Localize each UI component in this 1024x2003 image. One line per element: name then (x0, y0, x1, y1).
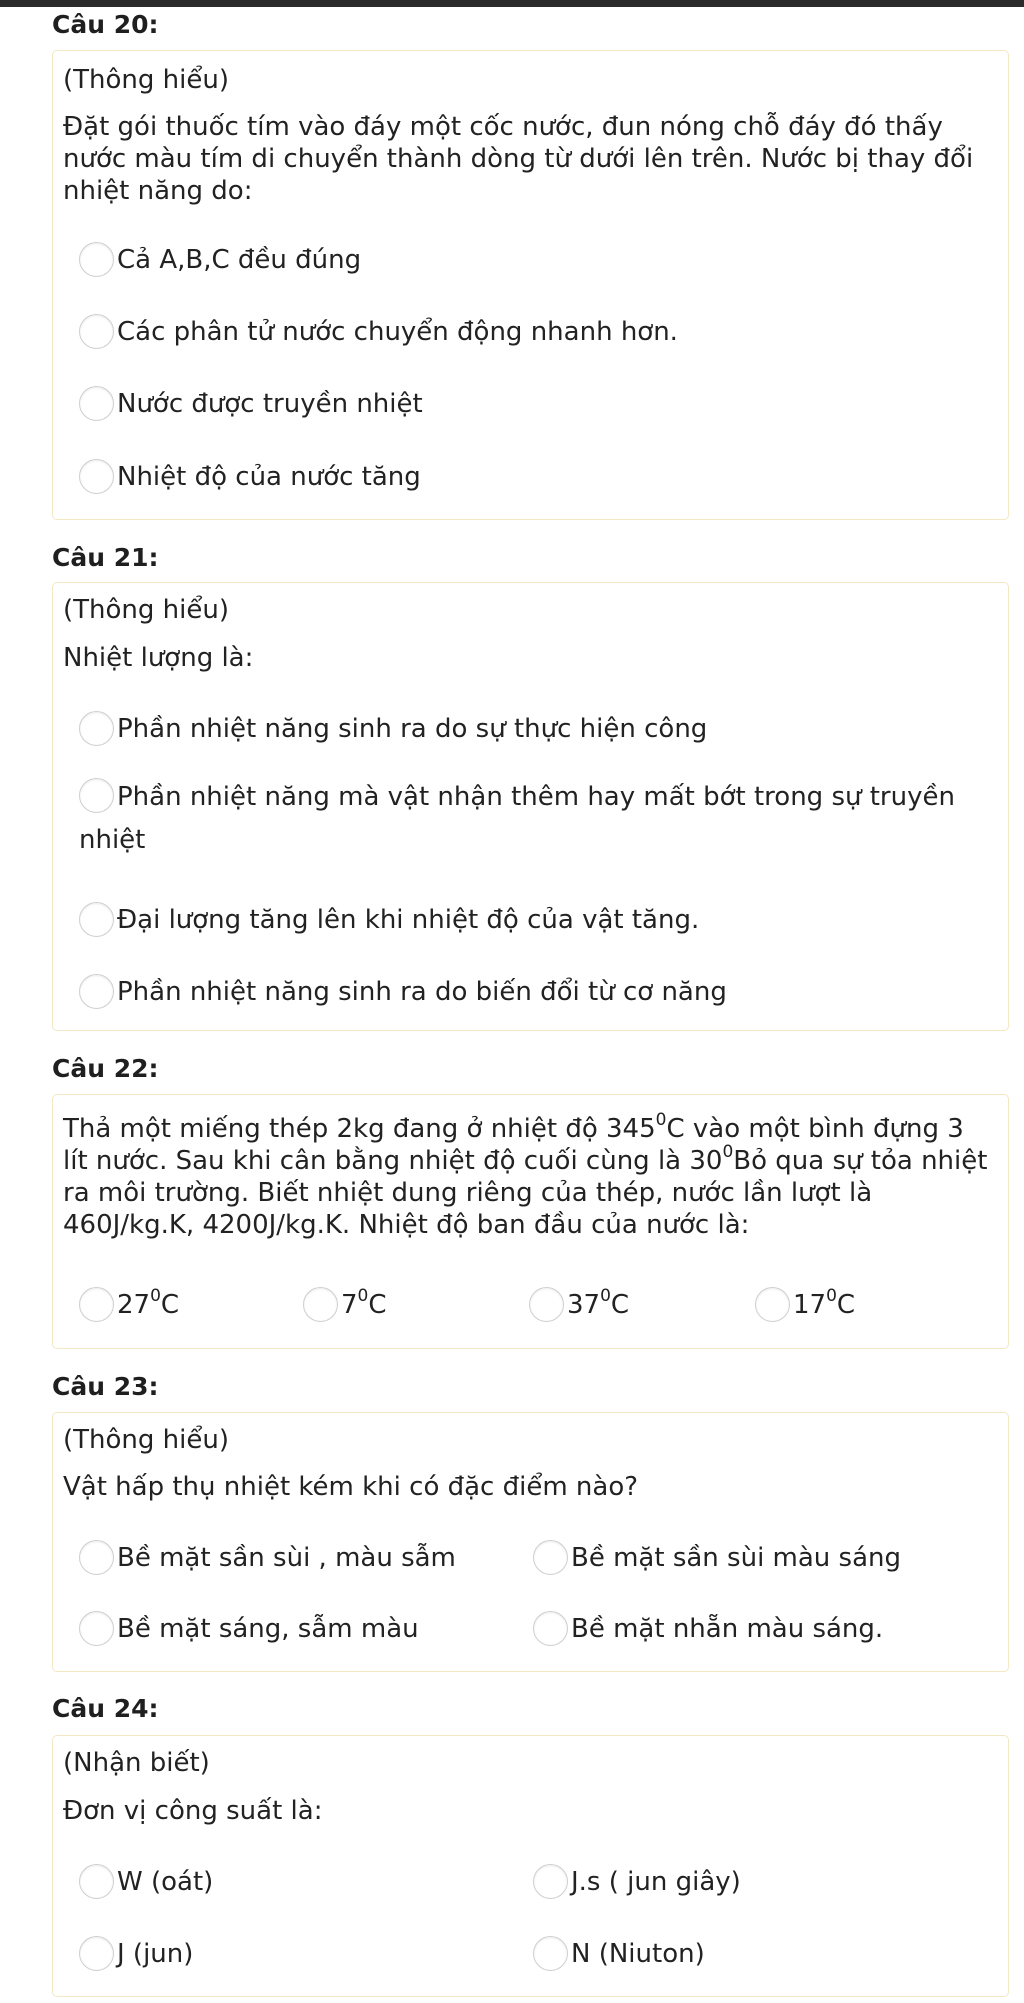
top-bar (0, 0, 1024, 7)
option-label: Nhiệt độ của nước tăng (117, 462, 421, 492)
question-22-option-c[interactable] (529, 1288, 629, 1322)
question-22-option-b[interactable] (303, 1288, 387, 1322)
question-21-card (52, 582, 1009, 1031)
question-23-option-d[interactable] (533, 1612, 883, 1646)
option-label: $17^0C$ (793, 1286, 856, 1320)
radio-button[interactable] (79, 314, 114, 349)
question-20-option-a[interactable] (79, 243, 361, 277)
question-24-option-d[interactable] (533, 1937, 705, 1971)
option-label: Cả A,B,C đều đúng (117, 245, 362, 275)
option-label: $27^0C$ (117, 1286, 180, 1320)
option-label: $7^0C$ (341, 1286, 387, 1320)
radio-button[interactable] (79, 459, 114, 494)
radio-button[interactable] (79, 1287, 114, 1322)
option-label: Bề mặt sáng, sẫm màu (117, 1614, 419, 1644)
option-label: Đại lượng tăng lên khi nhiệt độ của vật tăng. (117, 905, 700, 935)
question-21-option-d[interactable] (79, 975, 727, 1009)
option-label: Các phân tử nước chuyển động nhanh hơn. (117, 317, 678, 347)
question-24-option-c[interactable] (79, 1937, 193, 1971)
radio-button[interactable] (79, 386, 114, 421)
option-label: $37^0C$ (567, 1286, 630, 1320)
option-label: Bề mặt sần sùi , màu sẫm (117, 1543, 456, 1573)
radio-button[interactable] (79, 1540, 114, 1575)
option-label: J (jun) (117, 1939, 194, 1969)
radio-button[interactable] (79, 974, 114, 1009)
question-21-text: Nhiệt lượng là: (63, 643, 254, 673)
question-23-option-b[interactable] (533, 1541, 901, 1575)
question-23-option-c[interactable] (79, 1612, 419, 1646)
option-label: J.s ( jun giây) (571, 1867, 741, 1897)
question-23-option-a[interactable] (79, 1541, 456, 1575)
question-22-option-a[interactable] (79, 1288, 179, 1322)
question-23-title: Câu 23: (52, 1372, 159, 1401)
option-label: N (Niuton) (571, 1939, 705, 1969)
option-label: W (oát) (117, 1867, 214, 1897)
radio-button[interactable] (79, 778, 114, 813)
question-20-title: Câu 20: (52, 10, 159, 39)
question-20-card (52, 50, 1009, 520)
radio-button[interactable] (533, 1864, 568, 1899)
radio-button[interactable] (303, 1287, 338, 1322)
radio-button[interactable] (533, 1611, 568, 1646)
question-22-text: Thả một miếng thép 2kg đang ở nhiệt độ $345^0C$ vào một bình đựng 3 lít nước. Sau khi cân bằng nhiệt độ cuối cùng là $30^0Bỏ$ qua sự tỏa nhiệt ra môi trường. Biết nhiệt dung riêng của thép, nước lần lượt là 460J/kg.K, 4200J/kg.K. Nhiệt độ ban đầu của nước là: (63, 1110, 988, 1240)
question-20-option-b[interactable] (79, 315, 678, 349)
question-20-text: Đặt gói thuốc tím vào đáy một cốc nước, đun nóng chỗ đáy đó thấy nước màu tím di chuyển thành dòng từ dưới lên trên. Nước bị thay đổi nhiệt năng do: (63, 112, 974, 206)
option-label: Bề mặt sần sùi màu sáng (571, 1543, 902, 1573)
question-20-option-c[interactable] (79, 387, 423, 421)
question-23-level: (Thông hiểu) (63, 1425, 229, 1455)
option-label: Phần nhiệt năng sinh ra do sự thực hiện công (117, 714, 708, 744)
question-20-level: (Thông hiểu) (63, 65, 229, 95)
option-label: Bề mặt nhẵn màu sáng. (571, 1614, 884, 1644)
question-20-option-d[interactable] (79, 460, 421, 494)
question-22-card (52, 1094, 1009, 1349)
radio-button[interactable] (533, 1540, 568, 1575)
question-24-level: (Nhận biết) (63, 1748, 210, 1778)
option-label: Nước được truyền nhiệt (117, 389, 423, 419)
radio-button[interactable] (529, 1287, 564, 1322)
option-label: Phần nhiệt năng sinh ra do biến đổi từ cơ năng (117, 977, 727, 1007)
question-21-level: (Thông hiểu) (63, 595, 229, 625)
question-22-option-d[interactable] (755, 1288, 855, 1322)
radio-button[interactable] (79, 902, 114, 937)
radio-button[interactable] (79, 1611, 114, 1646)
radio-button[interactable] (755, 1287, 790, 1322)
question-21-option-b[interactable] (79, 776, 979, 862)
question-23-text: Vật hấp thụ nhiệt kém khi có đặc điểm nào? (63, 1472, 639, 1502)
question-24-card (52, 1735, 1009, 1997)
question-24-option-b[interactable] (533, 1865, 741, 1899)
question-21-option-c[interactable] (79, 903, 699, 937)
radio-button[interactable] (79, 711, 114, 746)
radio-button[interactable] (79, 1864, 114, 1899)
question-24-title: Câu 24: (52, 1694, 159, 1723)
question-24-text: Đơn vị công suất là: (63, 1796, 323, 1826)
radio-button[interactable] (533, 1936, 568, 1971)
question-21-option-a[interactable] (79, 712, 707, 746)
radio-button[interactable] (79, 1936, 114, 1971)
option-label: Phần nhiệt năng mà vật nhận thêm hay mất bớt trong sự truyền nhiệt (79, 782, 955, 855)
question-24-option-a[interactable] (79, 1865, 213, 1899)
question-23-card (52, 1412, 1009, 1672)
question-21-title: Câu 21: (52, 543, 159, 572)
question-22-title: Câu 22: (52, 1054, 159, 1083)
radio-button[interactable] (79, 242, 114, 277)
